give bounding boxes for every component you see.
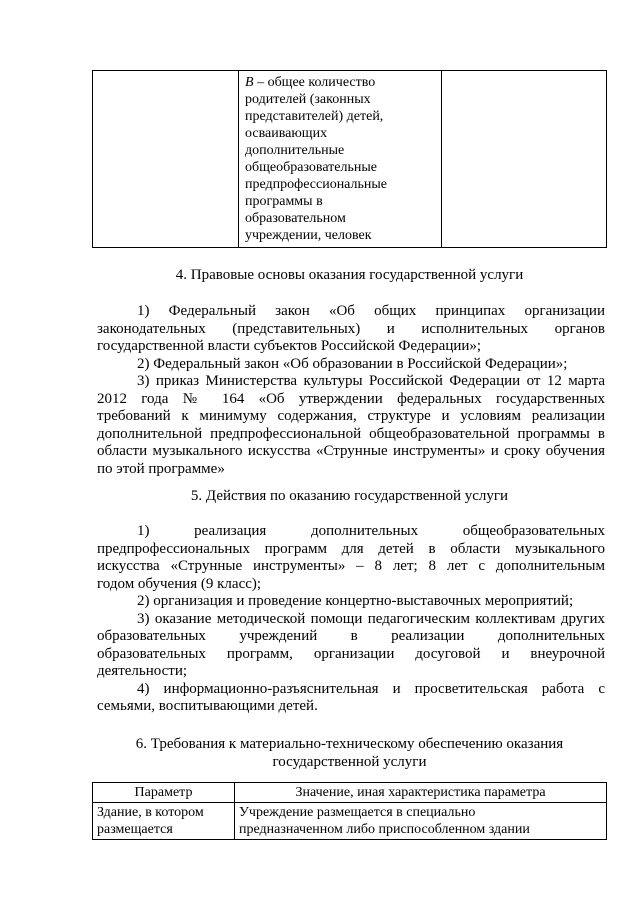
section-4-title: 4. Правовые основы оказания государственной услуги <box>175 267 524 283</box>
paragraph-line: 2) организация и проведение концертно-выставочных мероприятий; <box>137 593 574 609</box>
table-cell-variable-description: В – общее количество родителей (законных представителей) детей, осваивающих дополнительные общеобразовательные предпрофессиональные программы в образовательном учреждении, человек <box>239 71 442 248</box>
paragraph-line: 3) оказание методической помощи педагогическим коллективам других <box>137 610 605 627</box>
requirements-table <box>92 782 607 840</box>
paragraph-line: 2012 года № 164 «Об утверждении федеральных государственных <box>97 390 605 407</box>
cell-value: Учреждение размещается в специально предназначенном либо приспособленном здании <box>235 803 607 840</box>
paragraph-line: семьями, воспитывающими детей. <box>97 698 318 714</box>
section-6-title: 6. Требования к материально-техническому обеспечению оказания государственной услуги <box>135 736 564 770</box>
paragraph-line: 3) приказ Министерства культуры Российской Федерации от 12 марта <box>137 373 605 389</box>
section-4-body <box>97 303 605 478</box>
paragraph-line: деятельности; <box>97 663 188 679</box>
paragraph-line: области музыкального искусства «Струнные инструменты» и сроку обучения <box>97 443 605 459</box>
paragraph-line: дополнительной предпрофессиональной общеобразовательной программы в <box>97 425 605 442</box>
top-table <box>92 70 607 248</box>
table-header-row <box>93 783 607 803</box>
section-5-title: 5. Действия по оказанию государственной услуги <box>190 488 509 504</box>
paragraph-line: законодательных (представительных) и исполнительных органов <box>97 320 605 337</box>
table-row <box>93 803 607 840</box>
paragraph-line: искусства «Струнные инструменты» – 8 лет; 8 лет с дополнительным <box>97 558 605 574</box>
table-cell-empty-left <box>93 71 239 248</box>
cell-parameter: Здание, в котором размещается <box>93 803 235 840</box>
paragraph-line: предпрофессиональных программ для детей в области музыкального <box>97 540 605 557</box>
paragraph-line: по этой программе» <box>97 460 225 477</box>
table-row <box>93 71 607 248</box>
paragraph-line: 1) Федеральный закон «Об общих принципах организации <box>137 303 605 319</box>
paragraph-line: образовательных учреждений в реализации дополнительных <box>97 628 605 644</box>
paragraph-line: государственной власти субъектов Российской Федерации»; <box>97 338 482 354</box>
paragraph-line: 4) информационно-разъяснительная и просветительская работа с <box>137 680 605 697</box>
paragraph-line: требований к минимуму содержания, структуре и условиям реализации <box>97 408 605 424</box>
paragraph-line: годом обучения (9 класс); <box>97 575 262 592</box>
variable-symbol: В <box>245 75 254 90</box>
paragraph-line: образовательных программ, организации досуговой и внеурочной <box>97 645 605 662</box>
table-cell-empty-right <box>442 71 607 248</box>
header-parameter: Параметр <box>93 783 235 803</box>
paragraph-line: 2) Федеральный закон «Об образовании в Российской Федерации»; <box>137 355 568 372</box>
paragraph-line: 1) реализация дополнительных общеобразовательных <box>137 523 605 539</box>
section-5-body <box>97 523 605 716</box>
header-value: Значение, иная характеристика параметра <box>235 783 607 803</box>
